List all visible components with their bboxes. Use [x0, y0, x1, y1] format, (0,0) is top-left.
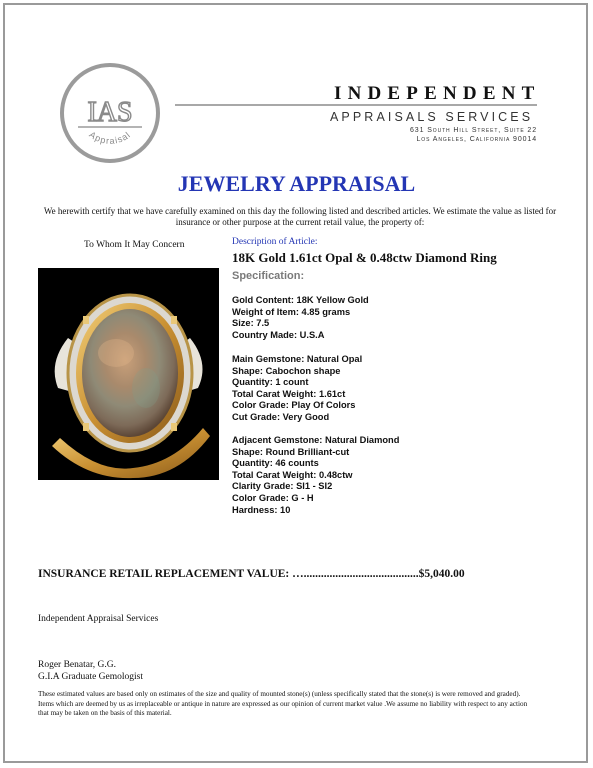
- signature-company: Independent Appraisal Services: [38, 614, 159, 624]
- svg-text:Appraisal: [87, 129, 132, 146]
- item-title: 18K Gold 1.61ct Opal & 0.48ctw Diamond Ring: [232, 250, 497, 265]
- ias-logo: [60, 63, 160, 163]
- specs-general: [232, 295, 369, 341]
- description-label: Description of Article:: [232, 237, 318, 247]
- appraiser-name: Roger Benatar, G.G.: [38, 660, 116, 670]
- document-title: JEWELRY APPRAISAL: [177, 171, 416, 196]
- specs-main-gemstone: [232, 354, 362, 424]
- spec-line: Total Carat Weight: 1.61ct: [232, 388, 346, 399]
- logo-letters: IAS: [87, 97, 133, 128]
- recipient: To Whom It May Concern: [84, 240, 185, 250]
- spec-line: Quantity: 1 count: [232, 377, 309, 388]
- specification-label: Specification:: [232, 270, 305, 282]
- address-line-1: 631 South Hill Street, Suite 22: [410, 127, 537, 134]
- spec-line: Shape: Round Brilliant-cut: [232, 446, 350, 457]
- spec-line: Country Made: U.S.A: [232, 329, 325, 340]
- spec-line: Main Gemstone: Natural Opal: [232, 354, 363, 364]
- disclaimer: These estimated values are based only on estimates of the size and quality of mounted stone(s) (unless specifically stated that the stone(s) is were removed and graded). Items which are deemed by us as irreplaceable or antique in nature are expressed as our opinion of current market value .We assume no liability with respect to any action that may be taken on the basis of this material.: [38, 690, 528, 717]
- appraiser-credential: G.I.A Graduate Gemologist: [38, 672, 144, 682]
- spec-line: Size: 7.5: [232, 318, 270, 329]
- address-line-2: Los Angeles, California 90014: [416, 136, 537, 143]
- specs-adjacent-gemstone: [232, 435, 399, 516]
- company-name: INDEPENDENT: [334, 83, 541, 104]
- spec-line: Weight of Item: 4.85 grams: [232, 306, 351, 317]
- spec-line: Adjacent Gemstone: Natural Diamond: [232, 435, 400, 445]
- spec-line: Total Carat Weight: 0.48ctw: [232, 469, 353, 480]
- spec-line: Shape: Cabochon shape: [232, 365, 341, 376]
- company-services: APPRAISALS SERVICES: [330, 110, 534, 124]
- spec-line: Color Grade: G - H: [232, 492, 314, 503]
- signature-block: [38, 659, 143, 683]
- spec-line: Cut Grade: Very Good: [232, 411, 330, 422]
- insurance-value: INSURANCE RETAIL REPLACEMENT VALUE: …........................................$5,040.00: [38, 568, 465, 580]
- certification-intro: We herewith certify that we have carefully examined on this day the following listed and described articles. We estimate the value as listed for insurance or other purpose at the current retail value, the property of:: [43, 206, 557, 227]
- spec-line: Hardness: 10: [232, 504, 291, 515]
- spec-line: Clarity Grade: SI1 - SI2: [232, 481, 333, 492]
- ring-photo: [38, 268, 219, 480]
- logo-ring-text: Appraisal: [87, 129, 133, 146]
- spec-line: Color Grade: Play Of Colors: [232, 400, 356, 411]
- spec-line: Quantity: 46 counts: [232, 458, 319, 469]
- spec-line: Gold Content: 18K Yellow Gold: [232, 295, 369, 305]
